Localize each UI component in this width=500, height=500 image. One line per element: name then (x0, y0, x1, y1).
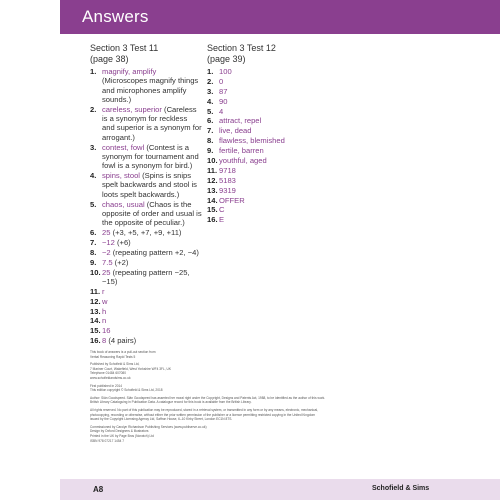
note-line: ISBN 978 07217 1454 7 (90, 438, 125, 443)
question-number: 5. (207, 106, 214, 116)
answer-body (102, 336, 202, 345)
answer-body (219, 116, 327, 125)
question-number: 11. (207, 165, 218, 175)
footer-band (60, 479, 500, 500)
question-number: 6. (207, 116, 214, 126)
answer-body (219, 146, 327, 155)
question-number: 5. (90, 199, 97, 209)
answer-text: fertile, barren (219, 146, 264, 156)
answer-item (207, 97, 327, 106)
answer-explanation: (Contest is a synonym for tournament and fowl is a synonym for bird.) (102, 142, 199, 171)
answer-explanation: (Careless is a synonym for reckless and superior is a synonym for arrogant.) (102, 104, 202, 142)
answer-explanation: (4 pairs) (106, 336, 137, 346)
answer-body (102, 171, 202, 199)
answer-body (219, 87, 327, 96)
answer-text: −12 (102, 237, 115, 247)
note-line: issued by the Copyright Licensing Agency Ltd, Saffron House, 6–10 Kirby Street, London EC1N 8TS. (90, 417, 233, 422)
answer-item (90, 297, 202, 306)
answer-body (102, 200, 202, 228)
answer-item (90, 171, 202, 199)
note-line: This edition copyright © Schofield & Sims Ltd, 2018 (90, 388, 163, 393)
answer-body (102, 268, 202, 287)
question-number: 16. (90, 336, 101, 346)
answer-item (207, 146, 327, 155)
answer-text: 5183 (219, 175, 236, 185)
answer-text: live, dead (219, 126, 252, 136)
publisher-brand: Schofield & Sims (372, 485, 430, 492)
question-number: 15. (207, 205, 218, 215)
answer-body (102, 316, 202, 325)
answer-item (90, 67, 202, 104)
answer-text: 0 (219, 76, 224, 86)
question-number: 14. (207, 195, 218, 205)
answer-item (90, 316, 202, 325)
answer-text: n (102, 316, 107, 326)
answer-text: E (219, 215, 225, 225)
answer-body (219, 196, 327, 205)
answer-text: C (219, 205, 225, 215)
page-title: Answers (82, 7, 149, 26)
answer-item (90, 258, 202, 267)
answer-explanation: (Chaos is the opposite of order and usual is the opposite of peculiar.) (102, 199, 202, 228)
answer-body (102, 105, 202, 142)
question-number: 3. (90, 142, 97, 152)
note-line: First published in 2014 (90, 383, 123, 388)
answer-item (90, 326, 202, 335)
question-number: 13. (90, 306, 101, 316)
question-number: 8. (90, 247, 97, 257)
answer-text: attract, repel (219, 116, 262, 126)
question-number: 2. (207, 76, 214, 86)
left-answer-list (90, 67, 202, 346)
answer-item (90, 228, 202, 237)
answer-text: 7.5 (102, 257, 113, 267)
answer-text: youthful, aged (219, 156, 267, 166)
answer-item (90, 336, 202, 345)
answer-body (102, 228, 202, 237)
answer-explanation: (Microscopes magnify things and microphones amplify sounds.) (102, 76, 199, 104)
answer-item (90, 248, 202, 257)
answer-body (219, 136, 327, 145)
answer-body (102, 248, 202, 257)
answer-text: 9319 (219, 185, 236, 195)
answer-body (102, 67, 202, 104)
question-number: 1. (207, 67, 214, 76)
question-number: 15. (90, 326, 101, 336)
answer-item (90, 143, 202, 171)
answer-text: 87 (219, 86, 228, 96)
answer-body (219, 156, 327, 165)
answer-body (102, 297, 202, 306)
answer-item (207, 196, 327, 205)
page-number: A8 (93, 485, 104, 494)
answer-explanation: (+6) (114, 237, 131, 247)
left-section-page: (page 38) (90, 53, 129, 64)
question-number: 13. (207, 185, 218, 195)
answer-item (207, 87, 327, 96)
question-number: 14. (90, 316, 101, 326)
answer-item (207, 205, 327, 214)
question-number: 6. (90, 228, 97, 238)
answer-text: −2 (102, 247, 111, 257)
question-number: 7. (207, 126, 214, 136)
left-section-title: Section 3 Test 11 (90, 43, 159, 53)
answer-text: 25 (102, 228, 111, 238)
answer-body (219, 97, 327, 106)
question-number: 2. (90, 104, 97, 114)
answer-text: careless, superior (102, 104, 162, 114)
answer-text: 90 (219, 96, 228, 106)
answer-body (219, 107, 327, 116)
answer-item (207, 116, 327, 125)
answer-body (219, 166, 327, 175)
right-column (207, 43, 327, 225)
answer-text: 9718 (219, 165, 236, 175)
answer-explanation: (+3, +5, +7, +9, +11) (110, 228, 182, 238)
answer-item (207, 107, 327, 116)
question-number: 4. (90, 171, 97, 181)
answer-text: 100 (219, 67, 232, 76)
note-line: Commissioned by Carolyn Richardson Publishing Services (www.publiserve.co.uk) (90, 424, 207, 429)
note-line: Design by Oxford Designers & Illustrators (90, 429, 149, 434)
answer-explanation: (Spins is snips spelt backwards and stool is loots spelt backwards.) (102, 171, 197, 199)
question-number: 8. (207, 136, 214, 146)
answer-text: 8 (102, 336, 107, 346)
right-section-page: (page 39) (207, 53, 246, 64)
question-number: 10. (90, 267, 101, 277)
answer-item (207, 186, 327, 195)
answer-body (219, 176, 327, 185)
answer-item (207, 176, 327, 185)
note-line: www.schofieldandsims.co.uk (90, 375, 131, 380)
answer-body (219, 126, 327, 135)
note-line: 7 Mariner Court, Wakefield, West Yorkshire WF4 3FL, UK (90, 366, 171, 371)
answer-explanation: (+2) (112, 257, 129, 267)
answer-item (207, 166, 327, 175)
publication-notes (90, 350, 420, 443)
answer-item (90, 287, 202, 296)
answer-item (90, 238, 202, 247)
answer-item (90, 105, 202, 142)
question-number: 4. (207, 96, 214, 106)
answer-body (102, 287, 202, 296)
note-line: photocopying, recording or otherwise, without either the prior written permission of the publisher or a licence permitting restricted copying in the United Kingdom (90, 412, 316, 417)
answer-text: 25 (102, 267, 111, 277)
answer-item (207, 67, 327, 76)
question-number: 12. (207, 175, 218, 185)
answer-explanation: (repeating pattern −25, −15) (102, 267, 190, 286)
question-number: 12. (90, 296, 101, 306)
note-line: Telephone 01484 607080 (90, 371, 126, 376)
question-number: 11. (90, 286, 101, 296)
answer-item (207, 156, 327, 165)
note-line: All rights reserved. No part of this publication may be reproduced, stored in a retrieval system, or transmitted in any form or by any means, electronic, mechanical, (90, 407, 319, 412)
answer-body (102, 258, 202, 267)
answer-item (90, 307, 202, 316)
left-column (90, 43, 202, 346)
note-line: This book of answers is a pull-out section from (90, 350, 156, 354)
question-number: 10. (207, 156, 218, 166)
question-number: 9. (207, 146, 214, 156)
answer-text: 4 (219, 106, 224, 116)
answer-explanation: (repeating pattern +2, −4) (110, 247, 199, 257)
answer-text: flawless, blemished (219, 136, 285, 146)
answer-text: r (102, 286, 105, 296)
answer-body (219, 186, 327, 195)
answer-body (219, 215, 327, 224)
answer-item (90, 268, 202, 287)
question-number: 7. (90, 237, 97, 247)
answer-text: contest, fowl (102, 142, 145, 152)
answer-text: OFFER (219, 195, 245, 205)
answer-item (207, 77, 327, 86)
question-number: 3. (207, 86, 214, 96)
right-section-title: Section 3 Test 12 (207, 43, 276, 53)
question-number: 1. (90, 67, 97, 76)
answer-body (102, 326, 202, 335)
answer-text: h (102, 306, 107, 316)
answer-item (207, 126, 327, 135)
note-line: Verbal Reasoning Rapid Tests 5 (90, 354, 136, 359)
note-line: Printed in the UK by Page Bros (Norwich) Ltd (90, 433, 154, 438)
answer-body (219, 205, 327, 214)
answer-item (90, 200, 202, 228)
answer-text: chaos, usual (102, 199, 145, 209)
answer-text: spins, stool (102, 171, 140, 181)
answer-body (219, 77, 327, 86)
answer-text: w (102, 296, 108, 306)
answer-text: magnify, amplify (102, 67, 157, 76)
note-line: Author: Siân Goodspeed. Siân Goodspeed has asserted her moral right under the Copyright, Designs and Patents Act, 1988, to be identified as the author of this work. (90, 395, 326, 400)
answer-item (207, 136, 327, 145)
answer-body (102, 238, 202, 247)
note-line: British Library Cataloguing in Publication Data. A catalogue record for this book is available from the British Library. (90, 400, 252, 405)
answer-body (219, 67, 327, 76)
answer-body (102, 307, 202, 316)
answer-item (207, 215, 327, 224)
right-answer-list (207, 67, 327, 225)
question-number: 9. (90, 257, 97, 267)
note-line: Published by Schofield & Sims Ltd, (90, 362, 140, 367)
question-number: 16. (207, 215, 218, 225)
answer-text: 16 (102, 326, 111, 336)
answer-body (102, 143, 202, 171)
